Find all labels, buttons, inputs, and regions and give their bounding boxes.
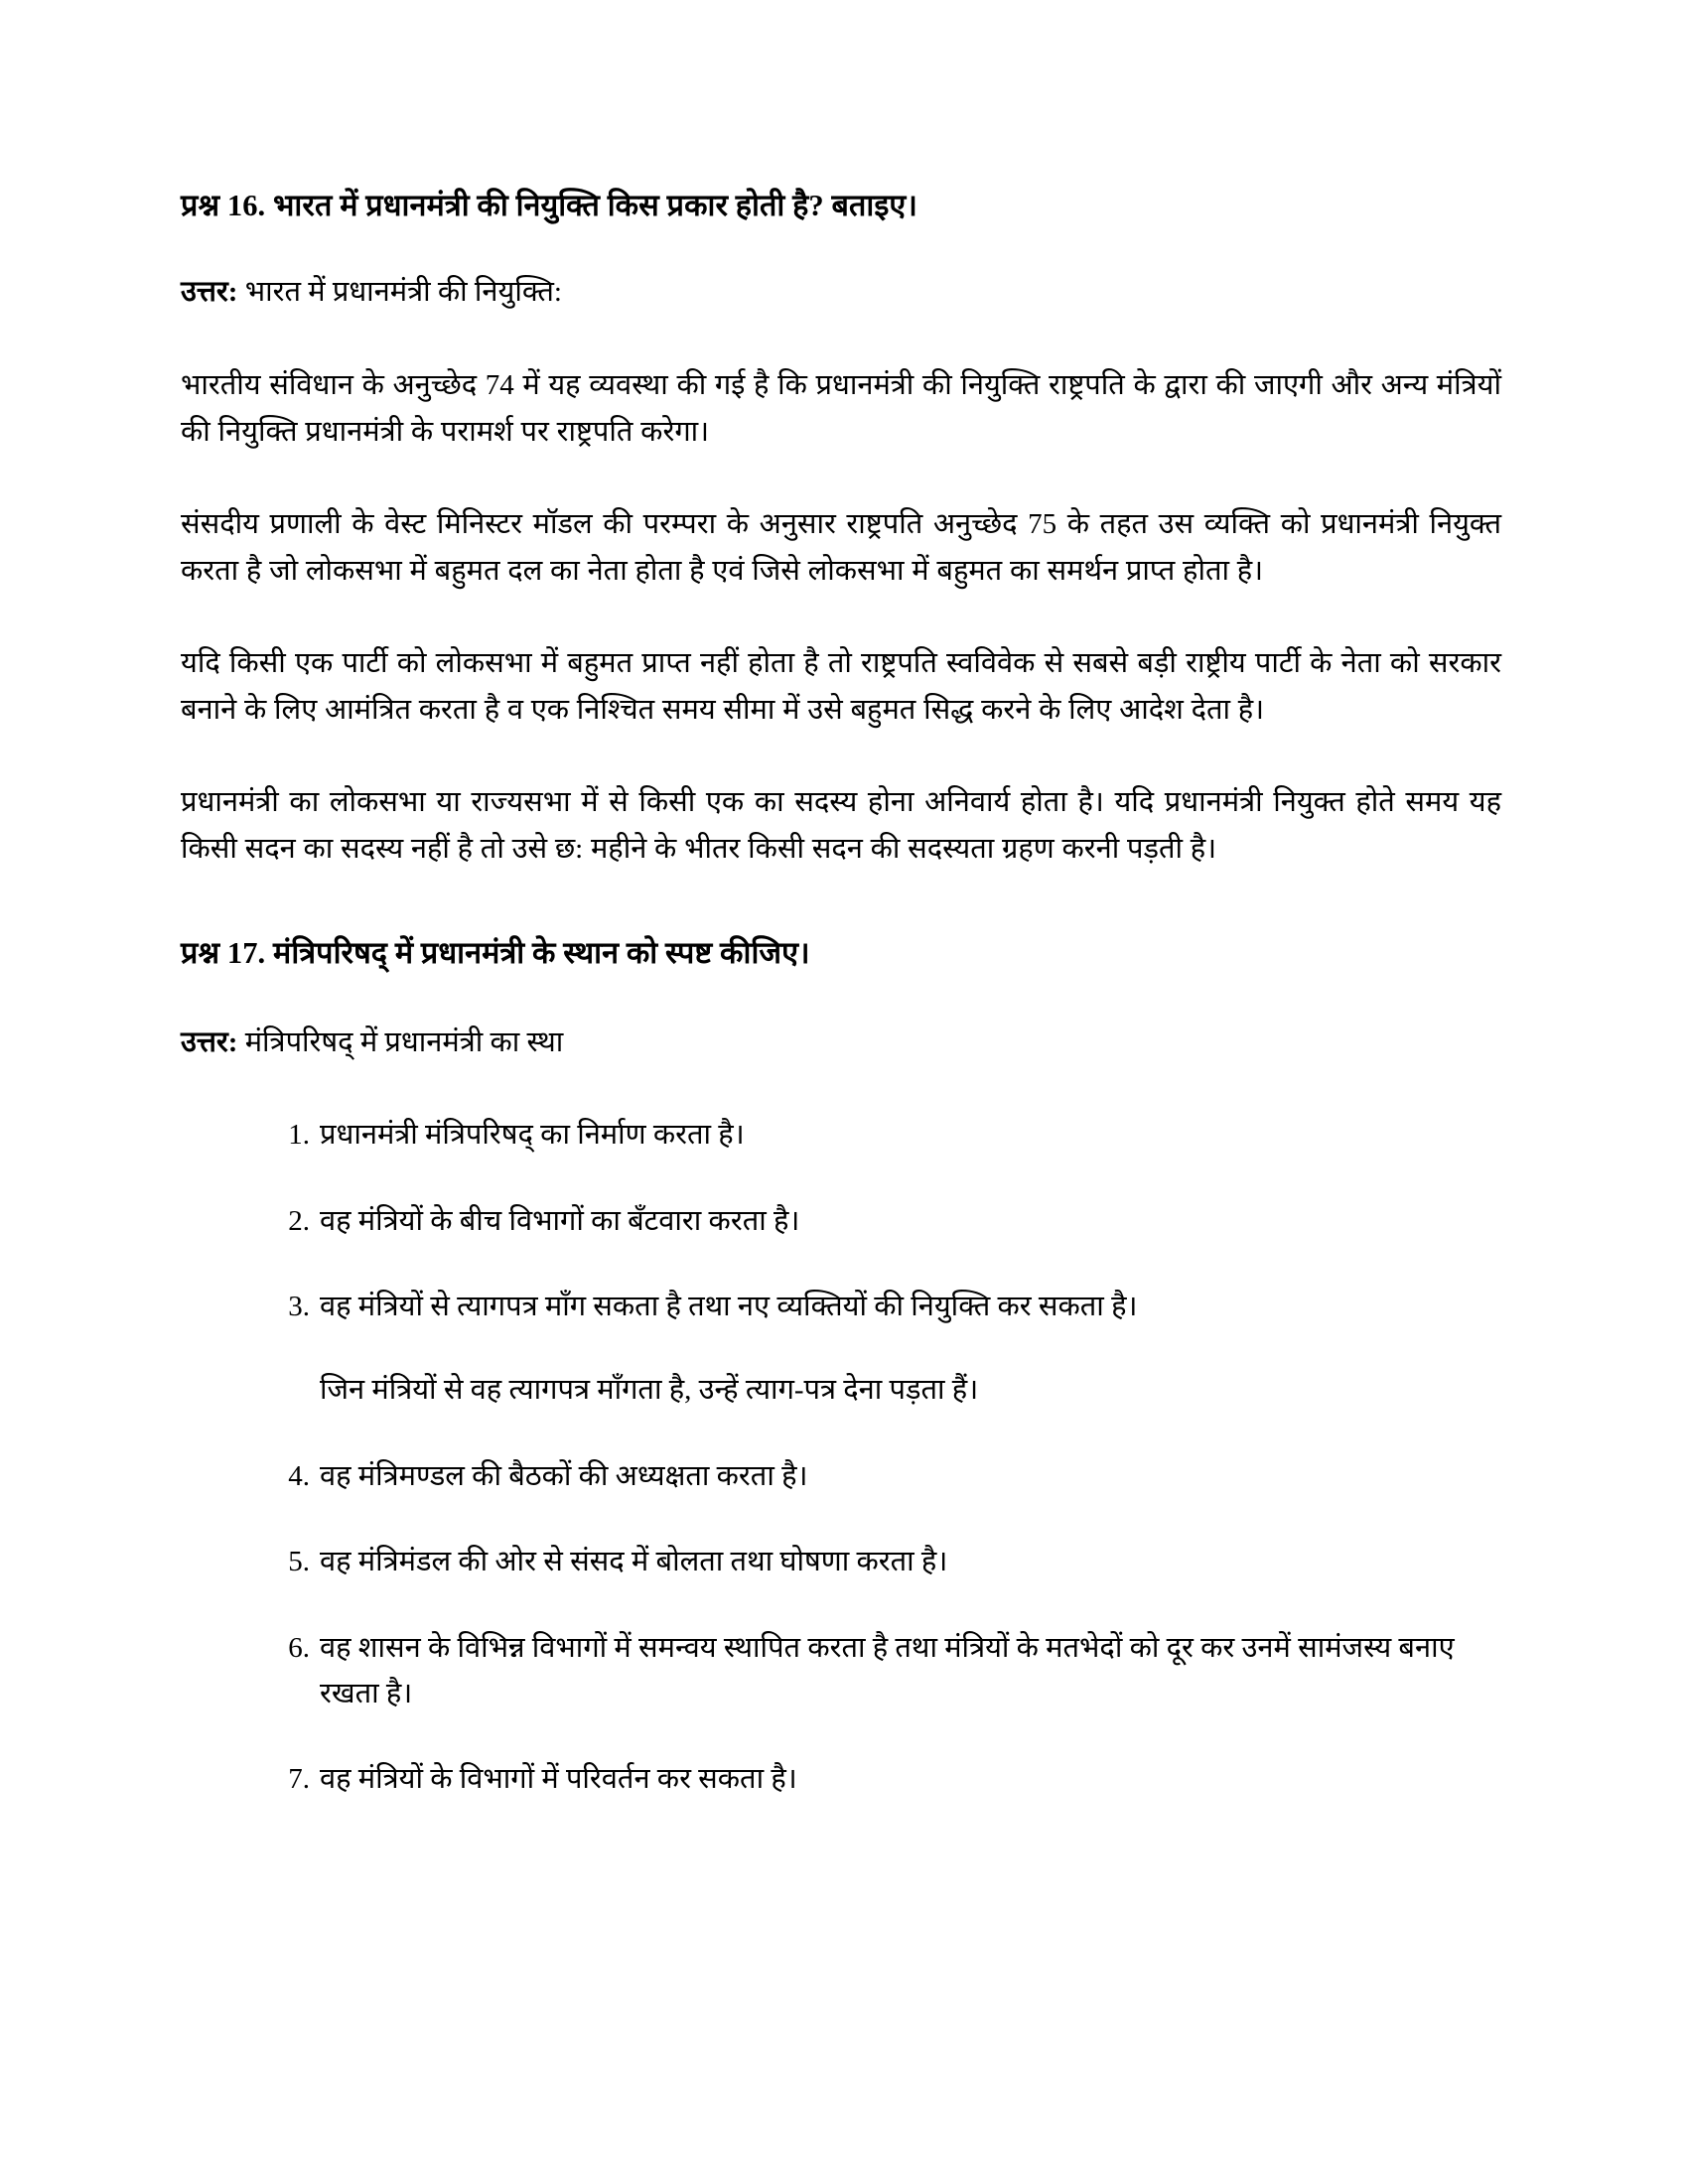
question-16-paragraph-1: भारतीय संविधान के अनुच्छेद 74 में यह व्यवस्था की गई है कि प्रधानमंत्री की नियुक्ति राष्ट्रपति के द्वारा की जाएगी और अन्य मंत्रियों की नियुक्ति प्रधानमंत्री के परामर्श पर राष्ट्रपति करेगा। bbox=[181, 368, 1501, 448]
list-item bbox=[272, 1198, 1501, 1244]
question-17-heading: प्रश्न 17. मंत्रिपरिषद् में प्रधानमंत्री के स्थान को स्पष्ट कीजिए। bbox=[181, 936, 810, 971]
list-item-text: वह मंत्रियों से त्यागपत्र माँग सकता है तथा नए व्यक्तियों की नियुक्ति कर सकता है। bbox=[320, 1290, 1138, 1322]
list-item-text: वह मंत्रियों के बीच विभागों का बँटवारा करता है। bbox=[320, 1204, 800, 1237]
list-item-text: वह मंत्रिमण्डल की बैठकों की अध्यक्षता करता है। bbox=[320, 1459, 808, 1492]
question-16-heading: प्रश्न 16. भारत में प्रधानमंत्री की नियुक्ति किस प्रकार होती है? बताइए। bbox=[181, 189, 918, 222]
list-item bbox=[272, 1112, 1501, 1158]
question-16-paragraph-3: यदि किसी एक पार्टी को लोकसभा में बहुमत प्राप्त नहीं होता है तो राष्ट्रपति स्वविवेक से सबसे बड़ी राष्ट्रीय पार्टी के नेता को सरकार बनाने के लिए आमंत्रित करता है व एक निश्चित समय सीमा में उसे बहुमत सिद्ध करने के लिए आदेश देता है। bbox=[181, 646, 1501, 726]
question-17-answer-intro bbox=[181, 1022, 1501, 1065]
question-16-answer-intro bbox=[181, 271, 1501, 315]
answer-label: उत्तर: bbox=[181, 1025, 238, 1058]
list-item bbox=[272, 1756, 1501, 1802]
list-item-text: वह शासन के विभिन्न विभागों में समन्वय स्थापित करता है तथा मंत्रियों के मतभेदों को दूर कर उनमें सामंजस्य बनाए रखता है। bbox=[320, 1631, 1455, 1709]
answer-intro-text: भारत में प्रधानमंत्री की नियुक्ति: bbox=[237, 276, 562, 309]
answer-intro-text: मंत्रिपरिषद् में प्रधानमंत्री का स्था bbox=[237, 1025, 564, 1058]
list-item bbox=[272, 1539, 1501, 1584]
list-item-text: वह मंत्रियों के विभागों में परिवर्तन कर सकता है। bbox=[320, 1763, 797, 1796]
list-item-text: प्रधानमंत्री मंत्रिपरिषद् का निर्माण करता है। bbox=[320, 1119, 745, 1152]
list-item-subnote: जिन मंत्रियों से वह त्यागपत्र माँगता है, उन्हें त्याग-पत्र देना पड़ता हैं। bbox=[320, 1374, 979, 1407]
answer-label: उत्तर: bbox=[181, 276, 238, 309]
list-item bbox=[272, 1284, 1501, 1414]
question-16-paragraph-4: प्रधानमंत्री का लोकसभा या राज्यसभा में से किसी एक का सदस्य होना अनिवार्य होता है। यदि प्रधानमंत्री नियुक्त होते समय यह किसी सदन का सदस्य नहीं है तो उसे छ: महीने के भीतर किसी सदन की सदस्यता ग्रहण करनी पड़ती है। bbox=[181, 785, 1501, 865]
list-item-text: वह मंत्रिमंडल की ओर से संसद में बोलता तथा घोषणा करता है। bbox=[320, 1546, 948, 1578]
question-17-points-list bbox=[181, 1112, 1501, 1803]
list-item bbox=[272, 1625, 1501, 1717]
list-item bbox=[272, 1453, 1501, 1499]
question-16-paragraph-2: संसदीय प्रणाली के वेस्ट मिनिस्टर मॉडल की परम्परा के अनुसार राष्ट्रपति अनुच्छेद 75 के तहत उस व्यक्ति को प्रधानमंत्री नियुक्त करता है जो लोकसभा में बहुमत दल का नेता होता है एवं जिसे लोकसभा में बहुमत का समर्थन प्राप्त होता है। bbox=[181, 507, 1501, 587]
document-body bbox=[181, 184, 1501, 1803]
